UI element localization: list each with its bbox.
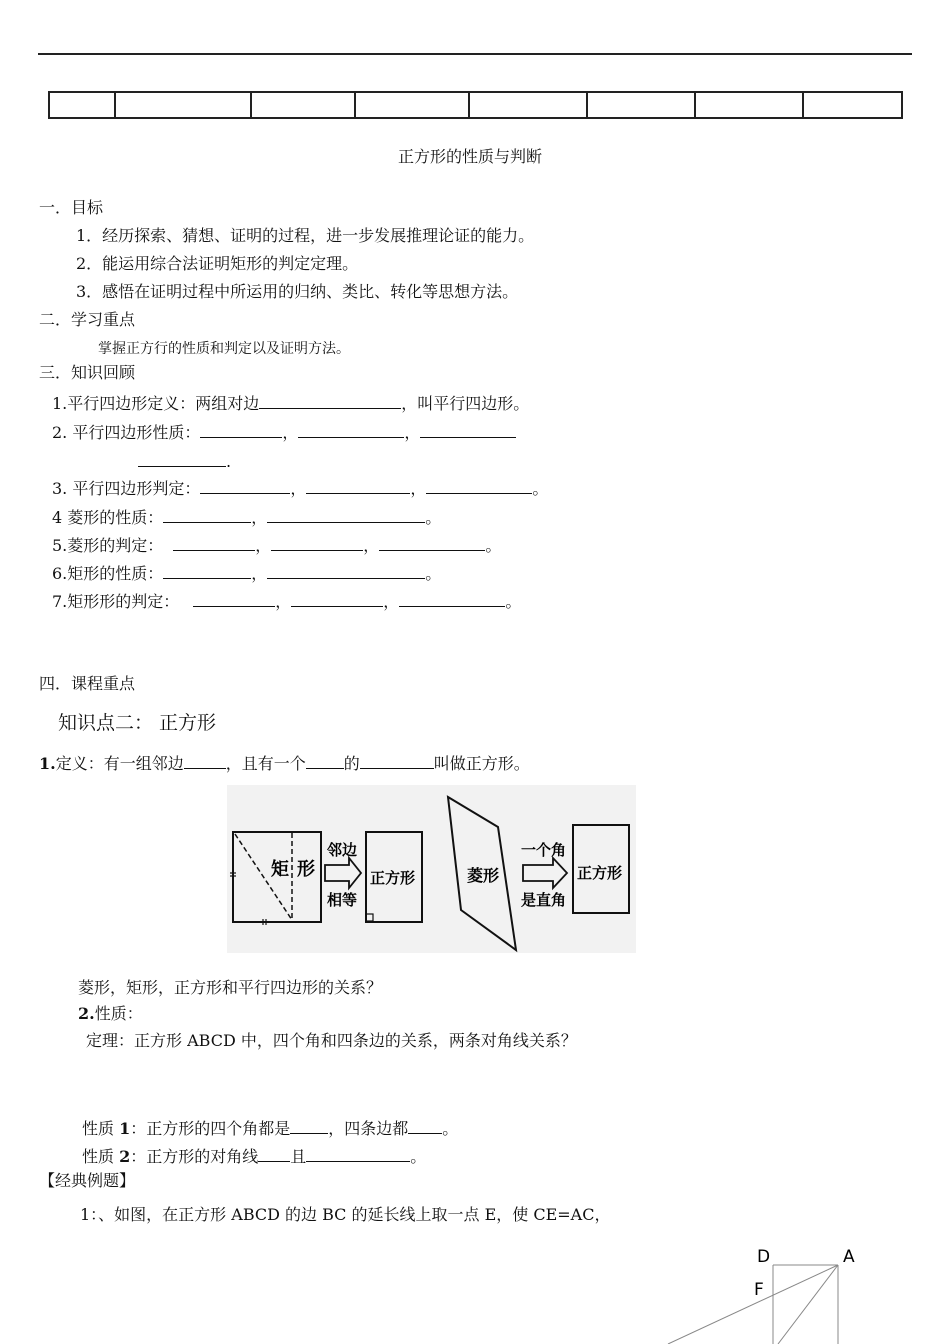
- review-label: 6.矩形的性质：: [52, 564, 164, 583]
- answer-blank[interactable]: [306, 1146, 410, 1162]
- relation-diagram: [227, 785, 636, 953]
- diagonal-AC: [778, 1265, 838, 1344]
- relation-question: 菱形，矩形，正方形和平行四边形的关系？: [78, 978, 383, 997]
- period: 。: [532, 479, 549, 498]
- answer-blank[interactable]: [290, 1118, 328, 1134]
- label-F: F: [754, 1280, 764, 1300]
- review-row-7: [52, 591, 521, 610]
- label-A: A: [843, 1247, 855, 1267]
- comma: ，: [383, 592, 400, 611]
- arrow2-top-label: 一个角: [521, 841, 567, 859]
- answer-blank[interactable]: [426, 478, 532, 494]
- section-review-heading: 三．知识回顾: [39, 363, 136, 382]
- review-label: 1.平行四边形定义：两组对边: [52, 394, 260, 413]
- comma: ，: [282, 423, 299, 442]
- definition-text: 定义：有一组邻边: [55, 754, 184, 773]
- comma: ，: [251, 508, 268, 527]
- answer-blank[interactable]: [200, 478, 290, 494]
- answer-blank[interactable]: [163, 563, 251, 579]
- comma: ，: [404, 423, 421, 442]
- review-label: 4 菱形的性质：: [52, 508, 164, 527]
- section-goals-heading: 一．目标: [39, 198, 104, 217]
- answer-blank[interactable]: [399, 591, 505, 607]
- answer-blank[interactable]: [193, 591, 275, 607]
- property-heading: [78, 1006, 143, 1022]
- answer-blank[interactable]: [267, 563, 425, 579]
- definition-line: [39, 753, 530, 772]
- header-table: [48, 91, 903, 119]
- header-cell: [251, 92, 355, 118]
- page-title: 正方形的性质与判断: [397, 147, 542, 166]
- answer-blank[interactable]: [360, 753, 434, 769]
- rectangle-label-right: 形: [297, 859, 315, 880]
- answer-blank[interactable]: [173, 535, 255, 551]
- arrow2-bottom-label: 是直角: [521, 891, 567, 909]
- answer-blank[interactable]: [200, 422, 282, 438]
- answer-blank[interactable]: [163, 507, 251, 523]
- definition-text: ，且有一个: [225, 754, 306, 773]
- definition-number: 1.: [39, 754, 56, 773]
- comma: ，: [255, 536, 272, 555]
- answer-blank[interactable]: [420, 422, 516, 438]
- property-text: ：正方形的四个角都是: [130, 1119, 291, 1138]
- property-2: [82, 1146, 426, 1165]
- property-label: 性质: [82, 1119, 120, 1138]
- property-label: 性质：: [94, 1004, 143, 1023]
- rectangle-label-left: 矩: [271, 859, 289, 880]
- header-cell: [355, 92, 469, 118]
- square2-label: 正方形: [577, 864, 623, 882]
- header-cell: [695, 92, 803, 118]
- review-row-5: [52, 535, 501, 554]
- examples-heading: 【经典例题】: [39, 1171, 136, 1190]
- header-cell: [469, 92, 587, 118]
- answer-blank[interactable]: [267, 507, 425, 523]
- period: 。: [425, 564, 442, 583]
- property-text: 。: [410, 1147, 427, 1166]
- review-label: 2. 平行四边形性质：: [52, 423, 201, 442]
- example-question-1: 1：、如图，在正方形 ABCD 的边 BC 的延长线上取一点 E，使 CE=AC，: [80, 1205, 611, 1224]
- section-key-heading: 四．课程重点: [39, 674, 136, 693]
- answer-blank[interactable]: [258, 1146, 290, 1162]
- comma: ，: [290, 479, 307, 498]
- definition-text: 叫做正方形。: [433, 754, 530, 773]
- answer-blank[interactable]: [379, 535, 485, 551]
- review-row-2: [52, 422, 516, 441]
- answer-blank[interactable]: [298, 422, 404, 438]
- comma: ，: [363, 536, 380, 555]
- answer-blank[interactable]: [259, 393, 401, 409]
- review-row-4: [52, 507, 441, 526]
- review-label: 5.菱形的判定：: [52, 536, 164, 555]
- comma: ，: [410, 479, 427, 498]
- period: 。: [505, 592, 522, 611]
- answer-blank[interactable]: [271, 535, 363, 551]
- square-figure: [660, 1240, 860, 1344]
- goal-item: 3．感悟在证明过程中所运用的归纳、类比、转化等思想方法。: [76, 282, 519, 301]
- header-rule: [38, 53, 912, 55]
- answer-blank[interactable]: [291, 591, 383, 607]
- review-row-6: [52, 563, 441, 582]
- property-text: 。: [442, 1119, 459, 1138]
- property-1: [82, 1118, 458, 1137]
- property-number: 1: [119, 1119, 131, 1138]
- property-label: 性质: [82, 1147, 120, 1166]
- knowledge-point-title: 知识点二： 正方形: [58, 712, 217, 734]
- answer-blank[interactable]: [306, 478, 410, 494]
- header-cell: [587, 92, 695, 118]
- arrow1-bottom-label: 相等: [327, 891, 358, 909]
- review-label: 7.矩形形的判定：: [52, 592, 180, 611]
- review-label: 3. 平行四边形判定：: [52, 479, 201, 498]
- answer-blank[interactable]: [306, 753, 344, 769]
- answer-blank[interactable]: [408, 1118, 442, 1134]
- answer-blank[interactable]: [138, 451, 226, 467]
- line-AE: [668, 1265, 838, 1344]
- period: 。: [425, 508, 442, 527]
- comma: ，: [275, 592, 292, 611]
- theorem-text: 定理：正方形 ABCD 中，四个角和四条边的关系，两条对角线关系？: [86, 1031, 577, 1050]
- review-row-1: [52, 393, 529, 412]
- header-cell: [49, 92, 115, 118]
- rhombus-label: 菱形: [467, 866, 500, 885]
- answer-blank[interactable]: [184, 753, 226, 769]
- focus-text: 掌握正方行的性质和判定以及证明方法。: [98, 341, 350, 357]
- review-suffix: ，叫平行四边形。: [401, 394, 530, 413]
- comma: ，: [251, 564, 268, 583]
- period: .: [226, 452, 232, 471]
- header-cell: [115, 92, 251, 118]
- property-number: 2.: [78, 1004, 95, 1023]
- goal-item: 2．能运用综合法证明矩形的判定定理。: [76, 254, 359, 273]
- definition-text: 的: [343, 754, 360, 773]
- property-number: 2: [119, 1147, 131, 1166]
- review-row-3: [52, 478, 548, 497]
- arrow1-top-label: 邻边: [327, 841, 358, 859]
- period: 。: [485, 536, 502, 555]
- property-text: ：正方形的对角线: [130, 1147, 259, 1166]
- label-D: D: [757, 1247, 771, 1267]
- property-text: 且: [290, 1147, 307, 1166]
- property-text: ，四条边都: [328, 1119, 409, 1138]
- header-cell: [803, 92, 902, 118]
- section-focus-heading: 二．学习重点: [39, 310, 136, 329]
- square1-label: 正方形: [370, 869, 416, 887]
- review-row-2-cont: [138, 451, 231, 470]
- goal-item: 1．经历探索、猜想、证明的过程，进一步发展推理论证的能力。: [76, 226, 535, 245]
